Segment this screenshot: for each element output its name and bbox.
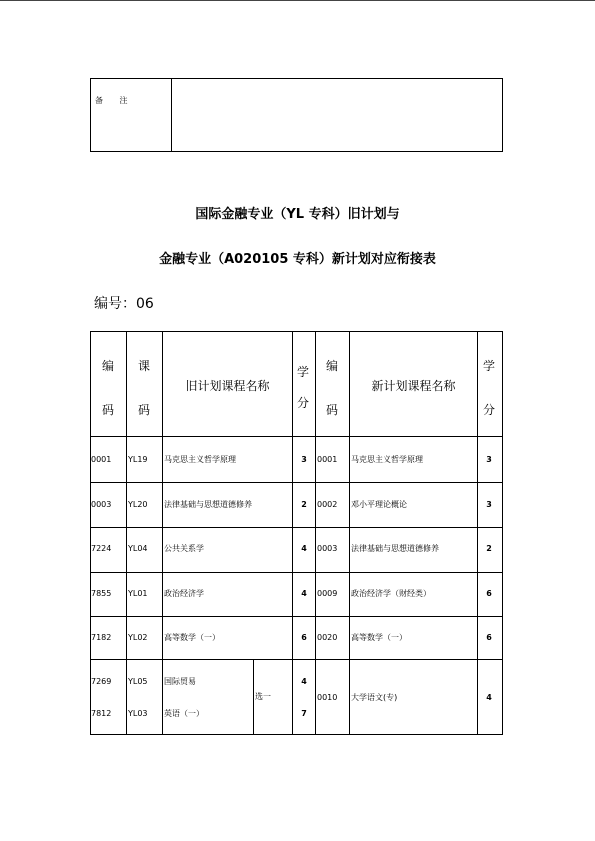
header-code-bottom: 码	[101, 403, 114, 417]
table-rule	[90, 436, 503, 437]
table-col-rule	[292, 331, 293, 735]
row-credit: 4	[301, 589, 307, 598]
row-course-code: YL05	[128, 677, 148, 686]
row-course-code: YL02	[128, 633, 148, 642]
row-old-course-name: 国际贸易	[164, 677, 196, 686]
row-new-code: 0010	[317, 693, 338, 702]
row-new-code: 0001	[317, 455, 338, 464]
row-code: 7269	[91, 677, 112, 686]
row-course-code: YL20	[128, 500, 148, 509]
table-border-left	[90, 331, 91, 735]
row-old-course-name: 马克思主义哲学原理	[164, 455, 236, 464]
row-new-code: 0009	[317, 589, 338, 598]
header-new-code-bottom: 码	[325, 403, 338, 417]
row-new-credit: 6	[486, 589, 492, 598]
table-rule	[90, 482, 503, 483]
row-new-code: 0003	[317, 544, 338, 553]
row-credit: 4	[301, 677, 307, 686]
row-new-code: 0002	[317, 500, 338, 509]
row-new-course-name: 高等数学（一）	[351, 633, 407, 642]
row-new-credit: 3	[486, 500, 492, 509]
row-credit: 3	[301, 455, 307, 464]
row-course-code: YL19	[128, 455, 148, 464]
table-border-right	[502, 331, 503, 735]
remark-divider	[171, 79, 172, 151]
header-new-credit-top: 学	[482, 359, 495, 373]
header-new-credit-bottom: 分	[482, 403, 495, 417]
header-credit-bottom: 分	[296, 396, 309, 410]
table-border-bottom	[90, 734, 503, 735]
header-credit-top: 学	[296, 365, 309, 379]
top-rule	[0, 0, 595, 1]
row-course-code: YL04	[128, 544, 148, 553]
header-new-course-name: 新计划课程名称	[371, 379, 456, 393]
row-code: 7812	[91, 709, 112, 718]
row-new-credit: 4	[486, 693, 492, 702]
row-credit: 2	[301, 500, 307, 509]
row-new-credit: 3	[486, 455, 492, 464]
table-rule	[90, 616, 503, 617]
row-old-course-name: 公共关系学	[164, 544, 204, 553]
row-code: 0001	[91, 455, 112, 464]
table-rule	[90, 572, 503, 573]
row-old-course-name: 法律基础与思想道德修养	[164, 500, 252, 509]
row-credit: 6	[301, 633, 307, 642]
row-credit: 7	[301, 709, 307, 718]
row-new-credit: 2	[486, 544, 492, 553]
row-code: 7855	[91, 589, 112, 598]
header-course-bottom: 码	[137, 403, 150, 417]
table-rule	[90, 659, 503, 660]
header-course-top: 课	[137, 359, 150, 373]
row-new-course-name: 大学语文(专)	[351, 693, 398, 702]
table-border-top	[90, 331, 503, 332]
row-code: 0003	[91, 500, 112, 509]
row-old-course-name: 政治经济学	[164, 589, 204, 598]
row-new-code: 0020	[317, 633, 338, 642]
row-new-credit: 6	[486, 633, 492, 642]
header-code-top: 编	[101, 359, 114, 373]
table-col-rule	[126, 331, 127, 735]
remark-box	[90, 78, 503, 152]
row-course-code: YL01	[128, 589, 148, 598]
remark-label: 备 注	[95, 96, 135, 105]
row-code: 7182	[91, 633, 112, 642]
choose-one-note: 选一	[255, 692, 271, 701]
table-col-rule	[315, 331, 316, 735]
row-new-course-name: 马克思主义哲学原理	[351, 455, 423, 464]
row-old-course-name: 英语（一）	[164, 709, 204, 718]
row-new-course-name: 政治经济学（财经类）	[351, 589, 431, 598]
row-new-course-name: 法律基础与思想道德修养	[351, 544, 439, 553]
header-new-code-top: 编	[325, 359, 338, 373]
header-old-course-name: 旧计划课程名称	[185, 379, 270, 393]
row-old-course-name: 高等数学（一）	[164, 633, 220, 642]
title-line-1: 国际金融专业（YL 专科）旧计划与	[195, 207, 400, 222]
row-credit: 4	[301, 544, 307, 553]
table-col-rule	[477, 331, 478, 735]
row-code: 7224	[91, 544, 112, 553]
row-new-course-name: 邓小平理论概论	[351, 500, 407, 509]
serial-number: 编号：06	[94, 296, 154, 312]
title-line-2: 金融专业（A020105 专科）新计划对应衔接表	[159, 252, 436, 267]
table-rule	[90, 527, 503, 528]
table-col-rule	[253, 659, 254, 735]
row-course-code: YL03	[128, 709, 148, 718]
